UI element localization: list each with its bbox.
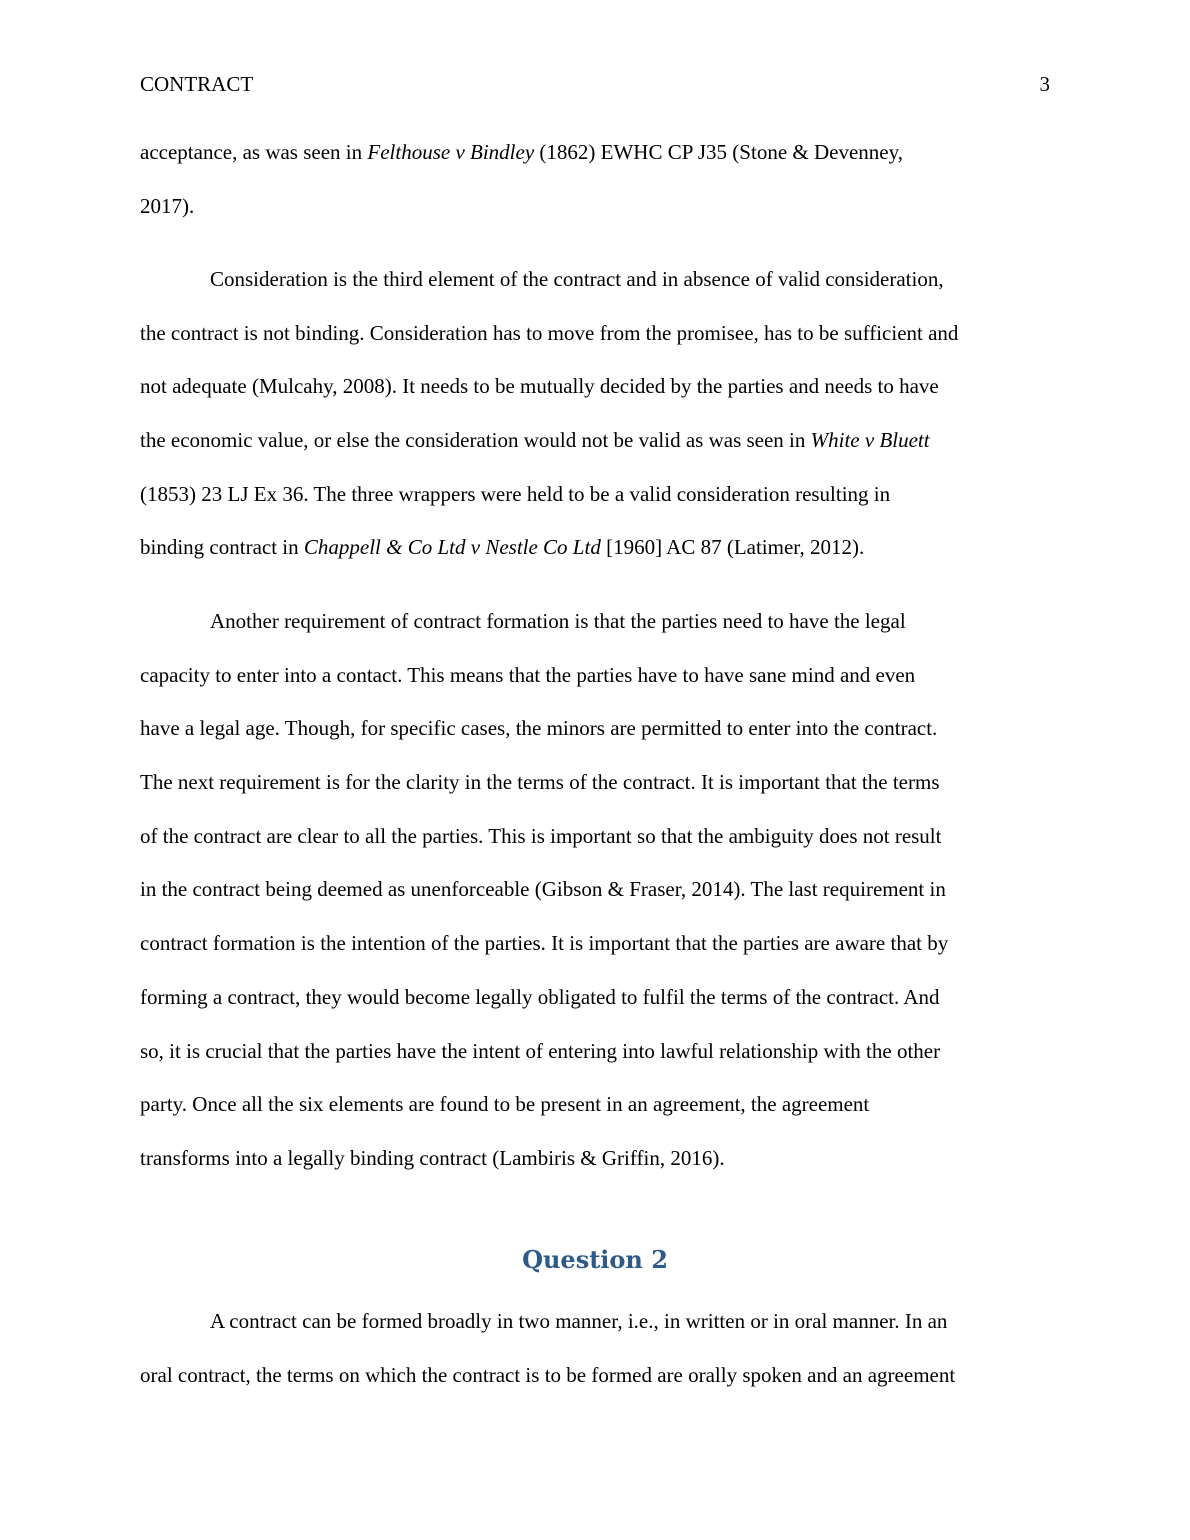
paragraph-2: [140, 253, 1050, 575]
case-citation: White v Bluett: [810, 428, 930, 453]
paragraph-line: [140, 521, 1050, 575]
case-citation: Chappell & Co Ltd v Nestle Co Ltd: [303, 535, 601, 560]
paragraph-line: contract formation is the intention of the parties. It is important that the parties are aware that by: [140, 931, 949, 956]
paragraph-line: in the contract being deemed as unenforceable (Gibson & Fraser, 2014). The last requirement in: [140, 877, 946, 902]
paragraph-line: 2017).: [140, 193, 195, 218]
text-run: [1960] AC 87 (Latimer, 2012).: [600, 535, 865, 560]
text-run: acceptance, as was seen in: [140, 140, 368, 164]
paragraph-line: the contract is not binding. Consideration has to move from the promisee, has to be sufficient and: [140, 320, 959, 345]
paragraph-line: [140, 126, 1050, 180]
paragraph-line: so, it is crucial that the parties have the intent of entering into lawful relationship with the other: [140, 1038, 941, 1063]
paragraph-line: A contract can be formed broadly in two manner, i.e., in written or in oral manner. In an: [210, 1309, 948, 1333]
page-number: 3: [1039, 72, 1050, 96]
section-heading: Question 2: [522, 1245, 668, 1274]
running-head: CONTRACT: [140, 72, 254, 96]
paragraph-line: party. Once all the six elements are found to be present in an agreement, the agreement: [140, 1092, 870, 1117]
paragraph-line: not adequate (Mulcahy, 2008). It needs to be mutually decided by the parties and needs to have: [140, 374, 939, 399]
paragraph-line: have a legal age. Though, for specific cases, the minors are permitted to enter into the contract.: [140, 716, 938, 741]
paragraph-3: [140, 595, 1050, 1186]
page-header: [140, 70, 1050, 100]
case-citation: Felthouse v Bindley: [367, 140, 535, 164]
paragraph-line: capacity to enter into a contact. This means that the parties have to have sane mind and even: [140, 662, 916, 687]
paragraph-line: [140, 414, 1050, 468]
paragraph-4: [140, 1295, 1050, 1402]
paragraph-line: The next requirement is for the clarity in the terms of the contract. It is important that the terms: [140, 770, 940, 795]
paragraph-line: of the contract are clear to all the parties. This is important so that the ambiguity does not result: [140, 823, 942, 848]
paragraph-line: oral contract, the terms on which the contract is to be formed are orally spoken and an agreement: [140, 1362, 956, 1387]
paragraph-line: Another requirement of contract formation is that the parties need to have the legal: [210, 609, 906, 633]
text-run: (1862) EWHC CP J35 (Stone & Devenney,: [534, 140, 903, 164]
text-run: the economic value, or else the consideration would not be valid as was seen in: [140, 428, 811, 453]
text-run: binding contract in: [140, 535, 304, 560]
paragraph-line: forming a contract, they would become legally obligated to fulfil the terms of the contract. And: [140, 984, 940, 1009]
paragraph-line: (1853) 23 LJ Ex 36. The three wrappers were held to be a valid consideration resulting in: [140, 481, 891, 506]
paragraph-line: Consideration is the third element of the contract and in absence of valid consideration,: [210, 267, 944, 291]
paragraph-line: transforms into a legally binding contract (Lambiris & Griffin, 2016).: [140, 1145, 725, 1170]
paragraph-1: [140, 126, 1050, 233]
